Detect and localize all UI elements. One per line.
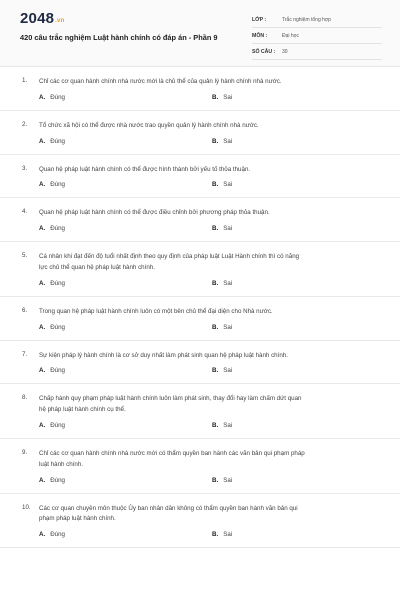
- question-number: 8.: [22, 394, 28, 402]
- option-letter: A.: [39, 323, 46, 331]
- question-item: [0, 297, 400, 341]
- question-item: [0, 198, 400, 242]
- option-letter: A.: [39, 181, 46, 189]
- option-letter: B.: [212, 421, 219, 429]
- question-text: [39, 307, 374, 318]
- option-b[interactable]: [212, 138, 232, 145]
- option-letter: B.: [212, 367, 219, 375]
- option-letter: A.: [39, 421, 46, 429]
- question-text: [39, 351, 374, 362]
- meta-value: Trắc nghiệm tổng hợp: [282, 17, 331, 23]
- option-a[interactable]: [39, 477, 65, 484]
- question-item: [0, 155, 400, 199]
- question-item: [0, 439, 400, 494]
- option-a[interactable]: [39, 531, 65, 538]
- question-item: [0, 242, 400, 297]
- question-text: [39, 252, 374, 274]
- option-text: Sai: [223, 279, 233, 287]
- option-text: Sai: [223, 181, 233, 189]
- option-text: Đúng: [50, 421, 65, 429]
- option-letter: B.: [212, 476, 219, 484]
- question-text: [39, 208, 374, 219]
- meta-value: 30: [282, 49, 288, 55]
- option-a[interactable]: [39, 367, 65, 374]
- meta-row: [252, 30, 382, 44]
- question-list: [0, 67, 400, 548]
- question-text-line: Trong quan hệ pháp luật hành chính luôn có một bên chủ thể đại diện cho Nhà nước.: [39, 307, 273, 315]
- question-text-line: Quan hệ pháp luật hành chính có thể được hình thành bởi yếu tố thỏa thuận.: [39, 165, 251, 173]
- question-text: [39, 394, 374, 416]
- question-item: [0, 67, 400, 111]
- option-a[interactable]: [39, 181, 65, 188]
- option-letter: B.: [212, 93, 219, 101]
- question-item: [0, 341, 400, 385]
- meta-label: LỚP :: [252, 17, 267, 23]
- meta-row: [252, 14, 382, 28]
- option-text: Sai: [223, 137, 233, 145]
- option-text: Sai: [223, 531, 233, 539]
- option-letter: A.: [39, 93, 46, 101]
- option-b[interactable]: [212, 477, 232, 484]
- logo-text: 2048: [20, 10, 55, 27]
- option-letter: B.: [212, 323, 219, 331]
- option-text: Đúng: [50, 225, 65, 233]
- option-text: Sai: [223, 323, 233, 331]
- question-text-line: Sự kiện pháp lý hành chính là cơ sở duy nhất làm phát sinh quan hệ pháp luật hành chính.: [39, 351, 288, 359]
- option-text: Sai: [223, 367, 233, 375]
- question-text: [39, 121, 374, 132]
- question-text: [39, 77, 374, 88]
- option-letter: A.: [39, 531, 46, 539]
- option-letter: B.: [212, 225, 219, 233]
- question-text-line: Tổ chức xã hội có thể được nhà nước trao quyền quản lý hành chính nhà nước.: [39, 121, 259, 129]
- meta-row: [252, 46, 382, 60]
- option-text: Đúng: [50, 323, 65, 331]
- question-number: 4.: [22, 208, 28, 216]
- option-b[interactable]: [212, 531, 232, 538]
- question-text: [39, 449, 374, 471]
- option-b[interactable]: [212, 280, 232, 287]
- question-text-line: luật hành chính.: [39, 460, 84, 468]
- option-letter: B.: [212, 137, 219, 145]
- option-b[interactable]: [212, 225, 232, 232]
- option-a[interactable]: [39, 422, 65, 429]
- question-number: 10.: [22, 503, 31, 511]
- option-text: Sai: [223, 421, 233, 429]
- logo-suffix: .vn: [55, 18, 65, 24]
- option-text: Đúng: [50, 93, 65, 101]
- question-text-line: Chỉ các cơ quan hành chính nhà nước mới là chủ thể của quản lý hành chính nhà nước.: [39, 78, 282, 85]
- option-b[interactable]: [212, 367, 232, 374]
- meta-info: [252, 14, 382, 62]
- meta-label: SỐ CÂU :: [252, 49, 276, 55]
- option-a[interactable]: [39, 225, 65, 232]
- option-a[interactable]: [39, 138, 65, 145]
- meta-value: Đại học: [282, 33, 299, 39]
- option-text: Đúng: [50, 137, 65, 145]
- option-letter: A.: [39, 367, 46, 375]
- option-text: Sai: [223, 476, 233, 484]
- question-text-line: Chấp hành quy phạm pháp luật hành chính luôn làm phát sinh, thay đổi hay làm chấm dứt quan: [39, 395, 302, 403]
- option-letter: A.: [39, 279, 46, 287]
- question-text: [39, 165, 374, 176]
- question-number: 3.: [22, 164, 28, 172]
- meta-label: MÔN :: [252, 33, 268, 39]
- option-letter: B.: [212, 279, 219, 287]
- question-number: 5.: [22, 252, 28, 260]
- question-text-line: lực chủ thể quan hệ pháp luật hành chính.: [39, 263, 155, 271]
- question-text-line: Quan hệ pháp luật hành chính có thể được điều chỉnh bởi phương pháp thỏa thuận.: [39, 209, 270, 217]
- site-logo[interactable]: [20, 10, 64, 27]
- option-letter: A.: [39, 137, 46, 145]
- question-number: 6.: [22, 306, 28, 314]
- question-item: [0, 111, 400, 155]
- option-text: Đúng: [50, 279, 65, 287]
- question-text-line: Chỉ các cơ quan hành chính nhà nước mới có thẩm quyền ban hành các văn bản qui phạm pháp: [39, 449, 305, 457]
- page-title: 420 câu trắc nghiệm Luật hành chính có đáp án - Phần 9: [20, 33, 218, 42]
- option-b[interactable]: [212, 422, 232, 429]
- option-b[interactable]: [212, 94, 232, 101]
- option-b[interactable]: [212, 324, 232, 331]
- option-text: Đúng: [50, 181, 65, 189]
- question-text-line: Các cơ quan chuyên môn thuộc Ủy ban nhân dân không có thẩm quyền ban hành văn bản qui: [39, 504, 298, 512]
- question-text-line: hệ pháp luật hành chính cụ thể.: [39, 406, 126, 414]
- option-text: Đúng: [50, 367, 65, 375]
- option-a[interactable]: [39, 94, 65, 101]
- question-item: [0, 494, 400, 549]
- question-number: 9.: [22, 448, 28, 456]
- question-number: 7.: [22, 350, 28, 358]
- option-letter: B.: [212, 181, 219, 189]
- page-header: [0, 0, 400, 66]
- option-text: Đúng: [50, 531, 65, 539]
- question-text-line: phạm pháp luật hành chính.: [39, 515, 116, 523]
- option-letter: B.: [212, 531, 219, 539]
- question-item: [0, 384, 400, 439]
- option-a[interactable]: [39, 280, 65, 287]
- option-text: Sai: [223, 93, 233, 101]
- option-b[interactable]: [212, 181, 232, 188]
- question-number: 2.: [22, 120, 28, 128]
- question-text-line: Cá nhân khi đạt đến độ tuổi nhất định theo quy định của pháp luật Luật Hành chính thì có năng: [39, 253, 300, 261]
- option-text: Đúng: [50, 476, 65, 484]
- option-a[interactable]: [39, 324, 65, 331]
- question-text: [39, 504, 374, 526]
- option-letter: A.: [39, 225, 46, 233]
- option-text: Sai: [223, 225, 233, 233]
- question-number: 1.: [22, 77, 28, 84]
- option-letter: A.: [39, 476, 46, 484]
